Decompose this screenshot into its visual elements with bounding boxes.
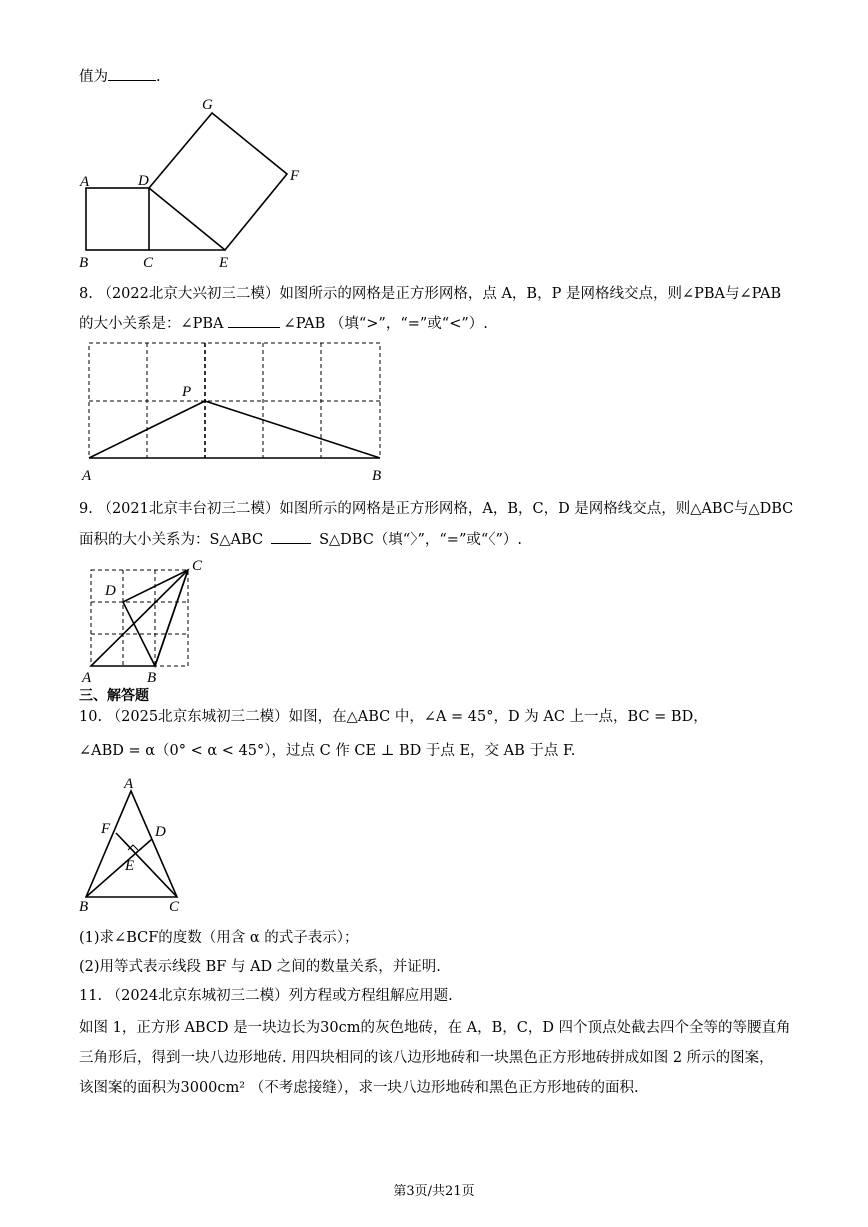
q8-line2-a: 的大小关系是：∠PBA — [79, 316, 224, 332]
q9-line2-b: S△DBC（填“〉”，“=”或“〈”）. — [319, 532, 523, 548]
q7-tail-text: 值为 — [79, 69, 108, 85]
page-number: 第3页/共21页 — [393, 1184, 475, 1199]
label-b: B — [79, 899, 89, 915]
q7-tail-end: . — [156, 69, 161, 85]
label-d: D — [105, 583, 116, 599]
label-c: C — [192, 558, 203, 574]
triangle-abc — [86, 791, 177, 897]
label-d: D — [138, 173, 149, 189]
q9-line1: 9. （2021北京丰台初三二模）如图所示的网格是正方形网格，A，B，C，D 是网格线交点，则△ABC与△DBC — [79, 501, 794, 517]
label-p: P — [182, 384, 192, 400]
q8-line2-b: ∠PAB （填“>”，“=”或“<”）. — [283, 316, 488, 332]
label-g: G — [202, 97, 213, 113]
q11-line2: 如图 1，正方形 ABCD 是一块边长为30cm的灰色地砖，在 A，B，C，D 四个顶点处截去四个全等的等腰直角 — [79, 1020, 791, 1036]
label-f: F — [290, 168, 300, 184]
label-b: B — [372, 468, 382, 484]
label-a: A — [82, 468, 92, 484]
q11-line4: 该图案的面积为3000cm² （不考虑接缝），求一块八边形地砖和黑色正方形地砖的面积. — [79, 1080, 639, 1096]
label-a: A — [80, 174, 90, 190]
label-f: F — [101, 821, 111, 837]
section-heading: 三、解答题 — [79, 688, 149, 704]
q8-line1: 8. （2022北京大兴初三二模）如图所示的网格是正方形网格，点 A，B，P 是网格线交点，则∠PBA与∠PAB — [79, 286, 782, 302]
label-a: A — [124, 776, 134, 792]
q10-part2: (2)用等式表示线段 BF 与 AD 之间的数量关系，并证明. — [79, 959, 441, 975]
q10-line1: 10. （2025北京东城初三二模）如图，在△ABC 中，∠A = 45°，D 为 AC 上一点，BC = BD， — [79, 709, 708, 725]
label-a: A — [82, 670, 92, 686]
segment-bd — [86, 839, 152, 897]
q10-part1: (1)求∠BCF的度数（用含 α 的式子表示）； — [79, 930, 359, 946]
label-b: B — [147, 670, 157, 686]
label-e: E — [219, 255, 229, 271]
q9-line2-a: 面积的大小关系为：S△ABC — [79, 532, 264, 548]
q10-line2: ∠ABD = α（0° < α < 45°），过点 C 作 CE ⊥ BD 于点 E，交 AB 于点 F. — [79, 743, 576, 759]
label-d: D — [155, 824, 166, 840]
label-b: B — [79, 255, 89, 271]
q11-line1: 11. （2024北京东城初三二模）列方程或方程组解应用题. — [79, 988, 453, 1004]
label-c: C — [143, 255, 154, 271]
label-e: E — [125, 858, 135, 874]
label-c: C — [169, 899, 180, 915]
q11-line3: 三角形后，得到一块八边形地砖. 用四块相同的该八边形地砖和一块黑色正方形地砖拼成如图 2 所示的图案， — [79, 1050, 774, 1066]
